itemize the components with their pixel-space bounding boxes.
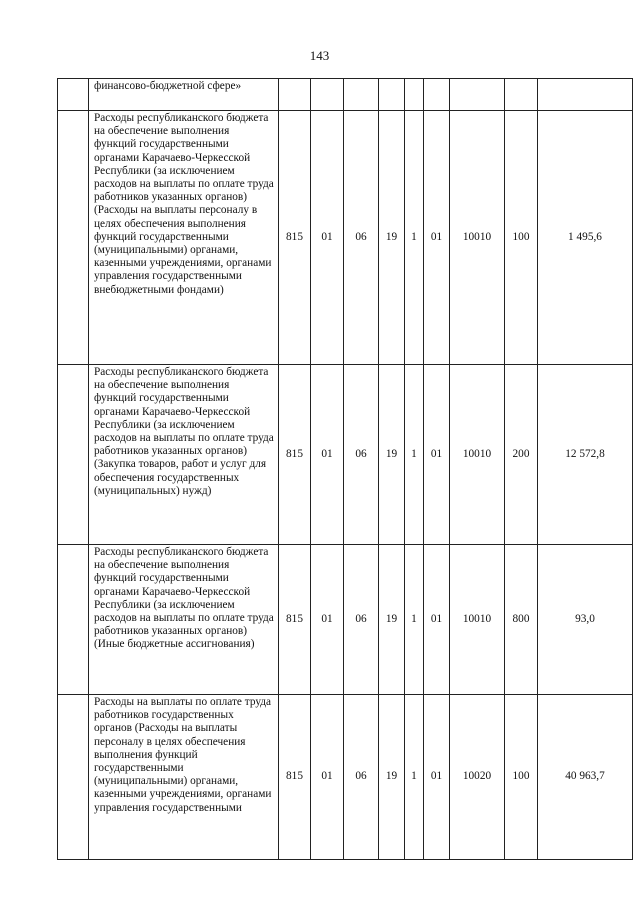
subsection-code-cell: 06 [344,695,379,860]
subprogram-code-cell: 1 [405,545,424,695]
activity-code-cell: 01 [424,365,450,545]
ministry-code-cell: 815 [279,365,311,545]
direction-code-cell [450,79,505,111]
description-cell: Расходы республиканского бюджета на обеспечение выполнения функций государственными органами Карачаево-Черкесской Республики (за исключением расходов на выплаты по оплате труда работников указанных органов) (Иные бюджетные ассигнования) [89,545,279,695]
description-cell: Расходы на выплаты по оплате труда работников государственных органов (Расходы на выплаты персоналу в целях обеспечения выполнения функций государственными (муниципальными) органами, казенными учреждениями, органами управления государственными [89,695,279,860]
section-code-cell: 01 [311,111,344,365]
program-code-cell: 19 [379,111,405,365]
subprogram-code-cell [405,79,424,111]
expense-type-cell: 100 [505,111,538,365]
amount-cell [538,79,633,111]
ministry-code-cell: 815 [279,695,311,860]
amount-cell: 12 572,8 [538,365,633,545]
subsection-code-cell: 06 [344,545,379,695]
row-number-cell [58,695,89,860]
direction-code-cell: 10010 [450,545,505,695]
ministry-code-cell [279,79,311,111]
subsection-code-cell [344,79,379,111]
activity-code-cell [424,79,450,111]
direction-code-cell: 10010 [450,111,505,365]
subprogram-code-cell: 1 [405,111,424,365]
table-row [58,545,633,695]
section-code-cell: 01 [311,545,344,695]
program-code-cell: 19 [379,695,405,860]
amount-cell: 1 495,6 [538,111,633,365]
expense-type-cell: 800 [505,545,538,695]
budget-table [57,78,633,860]
program-code-cell [379,79,405,111]
ministry-code-cell: 815 [279,545,311,695]
page-number: 143 [309,48,330,63]
ministry-code-cell: 815 [279,111,311,365]
subprogram-code-cell: 1 [405,695,424,860]
program-code-cell: 19 [379,545,405,695]
activity-code-cell: 01 [424,695,450,860]
row-number-cell [58,79,89,111]
section-code-cell: 01 [311,365,344,545]
row-number-cell [58,545,89,695]
subprogram-code-cell: 1 [405,365,424,545]
table-row [58,79,633,111]
section-code-cell: 01 [311,695,344,860]
subsection-code-cell: 06 [344,111,379,365]
activity-code-cell: 01 [424,111,450,365]
subsection-code-cell: 06 [344,365,379,545]
row-number-cell [58,111,89,365]
program-code-cell: 19 [379,365,405,545]
description-cell: Расходы республиканского бюджета на обеспечение выполнения функций государственными органами Карачаево-Черкесской Республики (за исключением расходов на выплаты по оплате труда работников указанных органов) (Расходы на выплаты персоналу в целях обеспечения выполнения функций государственными (муниципальными) органами, казенными учреждениями, органами управления государственными внебюджетными фондами) [89,111,279,365]
expense-type-cell: 200 [505,365,538,545]
direction-code-cell: 10020 [450,695,505,860]
expense-type-cell [505,79,538,111]
section-code-cell [311,79,344,111]
description-cell: Расходы республиканского бюджета на обеспечение выполнения функций государственными органами Карачаево-Черкесской Республики (за исключением расходов на выплаты по оплате труда работников указанных органов) (Закупка товаров, работ и услуг для обеспечения государственных (муниципальных) нужд) [89,365,279,545]
direction-code-cell: 10010 [450,365,505,545]
description-cell: финансово-бюджетной сфере» [89,79,279,111]
row-number-cell [58,365,89,545]
expense-type-cell: 100 [505,695,538,860]
table-row [58,111,633,365]
amount-cell: 93,0 [538,545,633,695]
table-row [58,695,633,860]
table-row [58,365,633,545]
amount-cell: 40 963,7 [538,695,633,860]
activity-code-cell: 01 [424,545,450,695]
